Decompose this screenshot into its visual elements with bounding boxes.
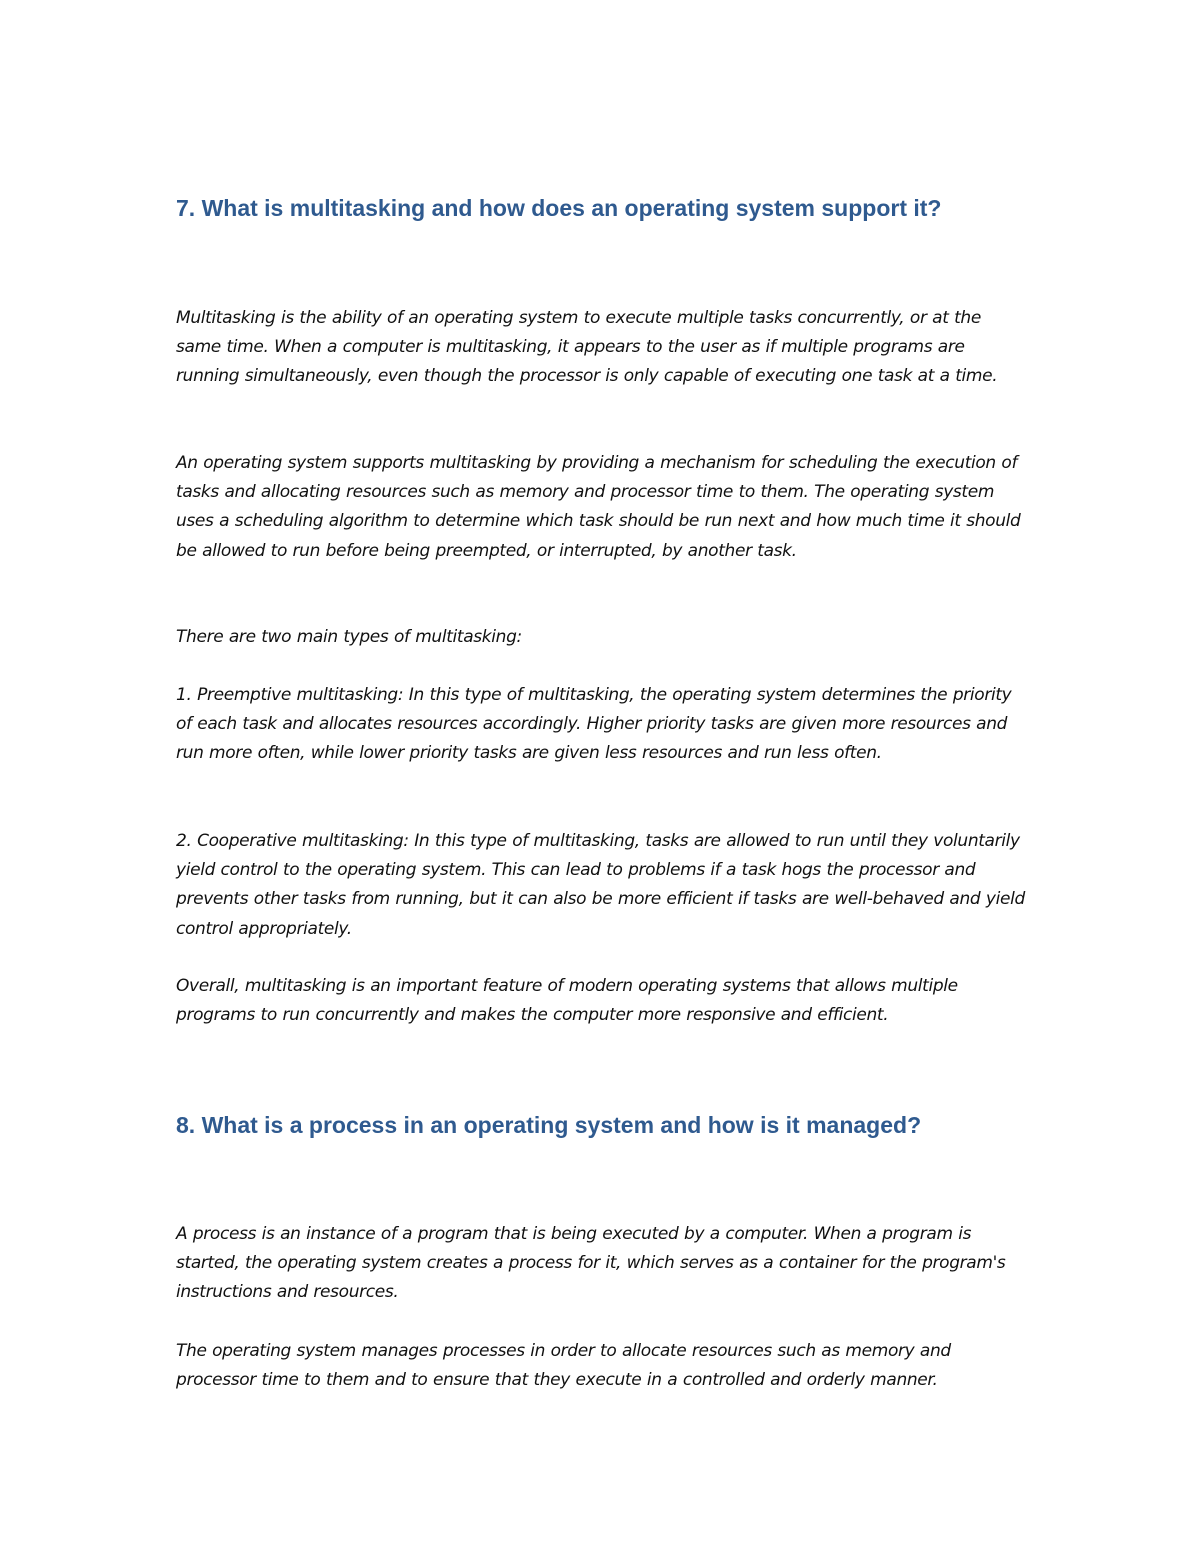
paragraph-process-management: The operating system manages processes in order to allocate resources such as memory and processor time to them and to ensure that they execute in a controlled and orderly manner. <box>176 1341 951 1391</box>
section-heading-8: 8. What is a process in an operating system and how is it managed? <box>176 1112 922 1138</box>
paragraph-preemptive: 1. Preemptive multitasking: In this type of multitasking, the operating system determines the priority of each task and allocates resources accordingly. Higher priority tasks are given more resources and run more often, while lower priority tasks are given less resources and run less often. <box>176 685 1012 764</box>
paragraph-process-definition: A process is an instance of a program that is being executed by a computer. When a program is started, the operating system creates a process for it, which serves as a container for the program's instructions and resources. <box>176 1224 1006 1303</box>
paragraph-os-support: An operating system supports multitasking by providing a mechanism for scheduling the execution of tasks and allocating resources such as memory and processor time to them. The operating system uses a scheduling algorithm to determine which task should be run next and how much time it should be allowed to run before being preempted, or interrupted, by another task. <box>176 453 1021 561</box>
paragraph-cooperative: 2. Cooperative multitasking: In this type of multitasking, tasks are allowed to run until they voluntarily yield control to the operating system. This can lead to problems if a task hogs the processor and prevents other tasks from running, but it can also be more efficient if tasks are well-behaved and yield control appropriately. <box>176 831 1025 939</box>
section-heading-7: 7. What is multitasking and how does an operating system support it? <box>176 195 942 221</box>
paragraph-overall: Overall, multitasking is an important feature of modern operating systems that allows multiple programs to run concurrently and makes the computer more responsive and efficient. <box>176 976 958 1026</box>
paragraph-types-intro: There are two main types of multitasking: <box>176 627 522 647</box>
paragraph-multitasking-definition: Multitasking is the ability of an operating system to execute multiple tasks concurrently, or at the same time. When a computer is multitasking, it appears to the user as if multiple programs are running simultaneously, even though the processor is only capable of executing one task at a time. <box>176 308 998 387</box>
